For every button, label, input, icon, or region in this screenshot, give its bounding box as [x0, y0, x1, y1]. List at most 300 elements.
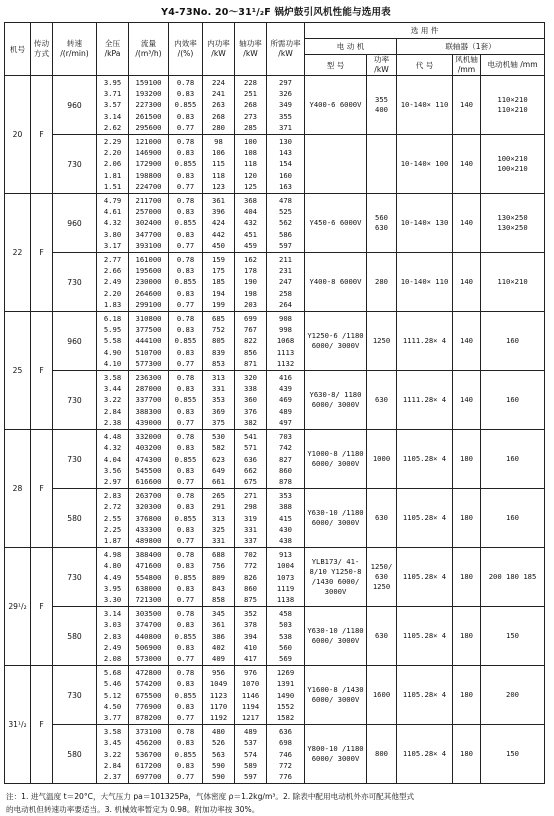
cell-quanya — [97, 76, 129, 135]
cell-neigonglv — [203, 725, 235, 784]
cell-quanya-value: 2.08 — [103, 653, 122, 663]
cell-neixiaolv-value: 0.77 — [176, 122, 195, 132]
cell-zhougonglv-value: 268 — [244, 100, 257, 110]
cell-neixiaolv-value: 0.77 — [176, 240, 195, 250]
cell-neixiaolv-value: 0.78 — [176, 491, 195, 501]
cell-neigonglv-value: 590 — [212, 771, 225, 781]
cell-quanya — [97, 489, 129, 548]
cell-zhougonglv-value: 489 — [244, 727, 257, 737]
cell-quanya-value: 3.56 — [103, 465, 122, 475]
cell-liuliang-value: 697700 — [135, 771, 162, 781]
cell-suoxugonglv-value: 569 — [279, 653, 292, 663]
cell-quanya-value: 2.49 — [103, 642, 122, 652]
table-note — [4, 790, 546, 816]
cell-suoxugonglv-value: 143 — [279, 148, 292, 158]
cell-coupling-code: 10-140× 130 — [397, 194, 453, 253]
cell-zhougonglv-value: 100 — [244, 137, 257, 147]
cell-neigonglv — [203, 666, 235, 725]
table-title: Y4-73No. 20～31¹/₂F 锅炉鼓引风机性能与选用表 — [161, 7, 391, 18]
cell-liuliang-value: 878200 — [135, 712, 162, 722]
cell-liuliang-value: 439000 — [135, 417, 162, 427]
cell-liuliang-value: 388300 — [135, 406, 162, 416]
cell-neixiaolv-value: 0.78 — [176, 137, 195, 147]
cell-neixiaolv-value: 0.77 — [176, 476, 195, 486]
cell-rpm: 580 — [53, 607, 97, 666]
cell-suoxugonglv-value: 1490 — [276, 690, 295, 700]
cell-quanya-value: 1.51 — [103, 181, 122, 191]
cell-liuliang-value: 403200 — [135, 443, 162, 453]
cell-zhougonglv-value: 360 — [244, 395, 257, 405]
cell-suoxugonglv-value: 560 — [279, 642, 292, 652]
cell-motor-shaft: 150 — [481, 607, 545, 666]
cell-neixiaolv-value: 0.78 — [176, 373, 195, 383]
cell-neigonglv-value: 159 — [212, 255, 225, 265]
cell-quanya-value: 4.50 — [103, 701, 122, 711]
cell-suoxugonglv — [267, 135, 305, 194]
cell-quanya-value: 2.20 — [103, 148, 122, 158]
cell-jihao: 25 — [5, 312, 31, 430]
cell-zhougonglv-value: 376 — [244, 406, 257, 416]
cell-quanya-value: 3.45 — [103, 738, 122, 748]
cell-zhougonglv-value: 767 — [244, 325, 257, 335]
cell-liuliang-value: 374700 — [135, 620, 162, 630]
cell-fan-shaft: 140 — [453, 76, 481, 135]
cell-rpm: 730 — [53, 666, 97, 725]
cell-neixiaolv-value: 0.78 — [176, 432, 195, 442]
cell-neigonglv-value: 839 — [212, 347, 225, 357]
cell-motor-shaft: 100×210 100×210 — [481, 135, 545, 194]
cell-liuliang-value: 172900 — [135, 159, 162, 169]
cell-quanya-value: 2.77 — [103, 255, 122, 265]
cell-liuliang-value: 472800 — [135, 668, 162, 678]
cell-neigonglv — [203, 312, 235, 371]
cell-quanya-value: 4.10 — [103, 358, 122, 368]
cell-fan-shaft: 180 — [453, 725, 481, 784]
cell-neixiaolv-value: 0.855 — [174, 513, 197, 523]
cell-liuliang — [129, 548, 169, 607]
cell-motor-shaft: 200 — [481, 666, 545, 725]
cell-zhougonglv — [235, 253, 267, 312]
header-liuliang: 流量 /(m³/h) — [129, 23, 169, 76]
cell-suoxugonglv-value: 489 — [279, 406, 292, 416]
cell-motor-shaft: 110×210 — [481, 253, 545, 312]
cell-neixiaolv-value: 0.83 — [176, 502, 195, 512]
cell-zhougonglv — [235, 312, 267, 371]
cell-liuliang-value: 302400 — [135, 218, 162, 228]
cell-neixiaolv-value: 0.83 — [176, 89, 195, 99]
cell-suoxugonglv-value: 698 — [279, 738, 292, 748]
cell-suoxugonglv-value: 353 — [279, 491, 292, 501]
cell-quanya-value: 3.95 — [103, 583, 122, 593]
cell-liuliang-value: 440800 — [135, 631, 162, 641]
cell-suoxugonglv-value: 130 — [279, 137, 292, 147]
cell-neigonglv — [203, 135, 235, 194]
cell-neixiaolv-value: 0.77 — [176, 417, 195, 427]
cell-quanya-value: 2.55 — [103, 513, 122, 523]
cell-neigonglv-value: 331 — [212, 535, 225, 545]
cell-neigonglv — [203, 430, 235, 489]
cell-zhougonglv-value: 822 — [244, 336, 257, 346]
cell-zhougonglv-value: 875 — [244, 594, 257, 604]
cell-motor-model: Y1600-8 /1430 6000/ 3000V — [305, 666, 367, 725]
cell-neixiaolv-value: 0.83 — [176, 642, 195, 652]
cell-coupling-code: 10-140× 100 — [397, 135, 453, 194]
cell-quanya-value: 3.95 — [103, 78, 122, 87]
cell-motor-power: 800 — [367, 725, 397, 784]
cell-liuliang-value: 573000 — [135, 653, 162, 663]
cell-quanya-value: 5.46 — [103, 679, 122, 689]
cell-suoxugonglv-value: 742 — [279, 443, 292, 453]
cell-zhougonglv-value: 871 — [244, 358, 257, 368]
cell-quanya-value: 2.06 — [103, 159, 122, 169]
cell-suoxugonglv-value: 430 — [279, 524, 292, 534]
performance-table — [4, 22, 545, 784]
cell-motor-power: 1600 — [367, 666, 397, 725]
cell-liuliang — [129, 430, 169, 489]
table-row — [5, 194, 545, 253]
cell-coupling-code: 1105.28× 4 — [397, 607, 453, 666]
cell-jihao: 29¹/₂ — [5, 548, 31, 666]
cell-suoxugonglv-value: 913 — [279, 550, 292, 560]
cell-neigonglv-value: 353 — [212, 395, 225, 405]
cell-neigonglv-value: 1049 — [209, 679, 228, 689]
cell-zhougonglv-value: 432 — [244, 218, 257, 228]
cell-suoxugonglv-value: 439 — [279, 384, 292, 394]
cell-liuliang-value: 506900 — [135, 642, 162, 652]
cell-fan-shaft: 140 — [453, 253, 481, 312]
cell-neixiaolv-value: 0.855 — [174, 454, 197, 464]
cell-liuliang-value: 257000 — [135, 207, 162, 217]
cell-motor-model: Y630-8/ 1180 6000/ 3000V — [305, 371, 367, 430]
cell-zhougonglv-value: 285 — [244, 122, 257, 132]
cell-suoxugonglv-value: 1391 — [276, 679, 295, 689]
cell-liuliang-value: 299100 — [135, 299, 162, 309]
cell-quanya-value: 5.68 — [103, 668, 122, 678]
cell-liuliang-value: 377500 — [135, 325, 162, 335]
cell-quanya-value: 2.83 — [103, 491, 122, 501]
cell-zhougonglv-value: 1194 — [241, 701, 260, 711]
cell-motor-model: Y1250-6 /1180 6000/ 3000V — [305, 312, 367, 371]
cell-neigonglv-value: 590 — [212, 760, 225, 770]
cell-suoxugonglv — [267, 607, 305, 666]
cell-motor-model: Y630-10 /1180 6000/ 3000V — [305, 607, 367, 666]
cell-neixiaolv-value: 0.83 — [176, 406, 195, 416]
header-diandongjizhou: 电动机轴 /mm — [481, 55, 545, 76]
cell-neixiaolv-value: 0.77 — [176, 594, 195, 604]
cell-jihao: 22 — [5, 194, 31, 312]
cell-zhougonglv-value: 826 — [244, 572, 257, 582]
cell-quanya-value: 2.66 — [103, 266, 122, 276]
cell-motor-shaft: 150 — [481, 725, 545, 784]
cell-coupling-code: 1105.28× 4 — [397, 666, 453, 725]
cell-quanya-value: 3.77 — [103, 712, 122, 722]
cell-fan-shaft: 180 — [453, 666, 481, 725]
cell-liuliang-value: 261500 — [135, 111, 162, 121]
cell-suoxugonglv — [267, 666, 305, 725]
header-xuanyongjian: 选 用 件 — [305, 23, 545, 39]
cell-neixiaolv-value: 0.83 — [176, 524, 195, 534]
cell-neigonglv-value: 313 — [212, 373, 225, 383]
cell-neigonglv-value: 268 — [212, 111, 225, 121]
cell-liuliang — [129, 666, 169, 725]
cell-quanya-value: 3.57 — [103, 100, 122, 110]
header-quanya: 全压 /kPa — [97, 23, 129, 76]
cell-neigonglv-value: 805 — [212, 336, 225, 346]
cell-neixiaolv-value: 0.77 — [176, 653, 195, 663]
table-row — [5, 548, 545, 607]
cell-quanya-value: 3.14 — [103, 111, 122, 121]
cell-fan-shaft: 140 — [453, 312, 481, 371]
cell-liuliang-value: 616600 — [135, 476, 162, 486]
cell-liuliang-value: 617200 — [135, 760, 162, 770]
cell-motor-shaft: 160 — [481, 430, 545, 489]
cell-quanya — [97, 725, 129, 784]
cell-suoxugonglv — [267, 194, 305, 253]
cell-liuliang-value: 536700 — [135, 749, 162, 759]
cell-coupling-code: 10-140× 110 — [397, 253, 453, 312]
cell-liuliang-value: 310800 — [135, 314, 162, 324]
cell-neigonglv-value: 530 — [212, 432, 225, 442]
cell-motor-shaft: 200 180 185 — [481, 548, 545, 607]
cell-liuliang-value: 236300 — [135, 373, 162, 383]
cell-liuliang-value: 193200 — [135, 89, 162, 99]
cell-neigonglv-value: 752 — [212, 325, 225, 335]
cell-zhougonglv-value: 251 — [244, 89, 257, 99]
cell-neigonglv-value: 115 — [212, 159, 225, 169]
cell-quanya — [97, 253, 129, 312]
cell-zhougonglv-value: 378 — [244, 620, 257, 630]
cell-liuliang — [129, 607, 169, 666]
cell-zhougonglv-value: 702 — [244, 550, 257, 560]
cell-neigonglv-value: 1170 — [209, 701, 228, 711]
cell-quanya-value: 4.32 — [103, 218, 122, 228]
cell-quanya-value: 2.49 — [103, 277, 122, 287]
cell-jihao: 28 — [5, 430, 31, 548]
cell-liuliang-value: 337700 — [135, 395, 162, 405]
header-gonglv: 功率 /kW — [367, 55, 397, 76]
cell-quanya-value: 5.12 — [103, 690, 122, 700]
cell-liuliang-value: 320300 — [135, 502, 162, 512]
cell-fan-shaft: 180 — [453, 548, 481, 607]
cell-liuliang-value: 545500 — [135, 465, 162, 475]
cell-suoxugonglv-value: 776 — [279, 771, 292, 781]
cell-suoxugonglv-value: 297 — [279, 78, 292, 87]
cell-neigonglv — [203, 489, 235, 548]
cell-neigonglv-value: 1192 — [209, 712, 228, 722]
cell-suoxugonglv-value: 1138 — [276, 594, 295, 604]
cell-quanya-value: 3.17 — [103, 240, 122, 250]
cell-quanya-value: 1.83 — [103, 299, 122, 309]
cell-neixiaolv — [169, 430, 203, 489]
cell-neixiaolv-value: 0.78 — [176, 255, 195, 265]
cell-neixiaolv-value: 0.77 — [176, 358, 195, 368]
cell-quanya-value: 3.30 — [103, 594, 122, 604]
cell-zhougonglv-value: 198 — [244, 288, 257, 298]
cell-neixiaolv-value: 0.83 — [176, 561, 195, 571]
cell-suoxugonglv — [267, 253, 305, 312]
cell-neigonglv-value: 956 — [212, 668, 225, 678]
cell-liuliang-value: 263700 — [135, 491, 162, 501]
cell-quanya — [97, 607, 129, 666]
cell-quanya-value: 4.32 — [103, 443, 122, 453]
cell-neixiaolv — [169, 489, 203, 548]
cell-neigonglv-value: 480 — [212, 727, 225, 737]
cell-neixiaolv — [169, 253, 203, 312]
cell-neixiaolv — [169, 666, 203, 725]
cell-suoxugonglv-value: 371 — [279, 122, 292, 132]
cell-liuliang-value: 198800 — [135, 170, 162, 180]
cell-zhougonglv — [235, 725, 267, 784]
cell-neigonglv-value: 843 — [212, 583, 225, 593]
cell-neixiaolv — [169, 607, 203, 666]
cell-neigonglv-value: 175 — [212, 266, 225, 276]
cell-quanya-value: 4.90 — [103, 347, 122, 357]
table-row — [5, 725, 545, 784]
cell-zhougonglv-value: 1146 — [241, 690, 260, 700]
cell-chuandong: F — [31, 76, 53, 194]
cell-liuliang — [129, 312, 169, 371]
cell-suoxugonglv-value: 908 — [279, 314, 292, 324]
cell-zhougonglv-value: 337 — [244, 535, 257, 545]
cell-quanya-value: 3.22 — [103, 749, 122, 759]
cell-motor-shaft: 160 — [481, 489, 545, 548]
cell-neixiaolv-value: 0.77 — [176, 712, 195, 722]
cell-zhougonglv-value: 636 — [244, 454, 257, 464]
cell-liuliang-value: 433300 — [135, 524, 162, 534]
cell-zhougonglv-value: 976 — [244, 668, 257, 678]
cell-zhougonglv-value: 537 — [244, 738, 257, 748]
cell-motor-model: Y450-6 6000V — [305, 194, 367, 253]
cell-suoxugonglv — [267, 548, 305, 607]
cell-zhougonglv — [235, 76, 267, 135]
cell-neixiaolv-value: 0.78 — [176, 668, 195, 678]
cell-zhougonglv-value: 271 — [244, 491, 257, 501]
cell-neixiaolv-value: 0.83 — [176, 465, 195, 475]
table-row — [5, 312, 545, 371]
cell-neigonglv-value: 106 — [212, 148, 225, 158]
cell-zhougonglv-value: 320 — [244, 373, 257, 383]
table-row — [5, 666, 545, 725]
header-jihao: 机号 — [5, 23, 31, 76]
cell-liuliang-value: 471600 — [135, 561, 162, 571]
cell-zhougonglv-value: 574 — [244, 749, 257, 759]
cell-suoxugonglv-value: 860 — [279, 465, 292, 475]
cell-neigonglv-value: 396 — [212, 207, 225, 217]
cell-zhougonglv-value: 319 — [244, 513, 257, 523]
cell-coupling-code: 1111.28× 4 — [397, 371, 453, 430]
cell-liuliang-value: 376800 — [135, 513, 162, 523]
cell-zhougonglv-value: 541 — [244, 432, 257, 442]
cell-liuliang-value: 161000 — [135, 255, 162, 265]
cell-motor-model: Y1000-8 /1180 6000/ 3000V — [305, 430, 367, 489]
table-row — [5, 489, 545, 548]
cell-neixiaolv — [169, 548, 203, 607]
cell-neixiaolv — [169, 312, 203, 371]
cell-liuliang-value: 224700 — [135, 181, 162, 191]
cell-neixiaolv-value: 0.78 — [176, 727, 195, 737]
cell-neixiaolv-value: 0.83 — [176, 384, 195, 394]
cell-quanya-value: 3.58 — [103, 727, 122, 737]
cell-neixiaolv-value: 0.855 — [174, 572, 197, 582]
cell-zhougonglv — [235, 430, 267, 489]
cell-liuliang-value: 577300 — [135, 358, 162, 368]
cell-liuliang — [129, 76, 169, 135]
cell-coupling-code: 10-140× 110 — [397, 76, 453, 135]
cell-quanya-value: 4.80 — [103, 561, 122, 571]
cell-neigonglv — [203, 548, 235, 607]
cell-quanya-value: 3.14 — [103, 609, 122, 619]
cell-liuliang-value: 230000 — [135, 277, 162, 287]
cell-liuliang-value: 211700 — [135, 196, 162, 206]
cell-quanya-value: 3.80 — [103, 229, 122, 239]
note-line-2: 的电动机但转速功率要适当。3. 机械效率暂定为 0.98。附加功率按 30%。 — [6, 805, 260, 815]
cell-zhougonglv-value: 190 — [244, 277, 257, 287]
cell-quanya-value: 2.72 — [103, 502, 122, 512]
cell-neixiaolv-value: 0.855 — [174, 100, 197, 110]
cell-neixiaolv-value: 0.83 — [176, 148, 195, 158]
cell-quanya-value: 2.84 — [103, 406, 122, 416]
cell-neigonglv-value: 649 — [212, 465, 225, 475]
cell-zhougonglv-value: 178 — [244, 266, 257, 276]
cell-fan-shaft: 140 — [453, 135, 481, 194]
cell-quanya-value: 6.18 — [103, 314, 122, 324]
cell-motor-model: YLB173/ 41-8/10 Y1250-8 /1430 6000/ 3000V — [305, 548, 367, 607]
cell-quanya-value: 1.87 — [103, 535, 122, 545]
cell-zhougonglv-value: 451 — [244, 229, 257, 239]
cell-zhougonglv-value: 1070 — [241, 679, 260, 689]
cell-neixiaolv — [169, 725, 203, 784]
cell-quanya — [97, 135, 129, 194]
cell-zhougonglv-value: 331 — [244, 524, 257, 534]
cell-quanya-value: 3.44 — [103, 384, 122, 394]
cell-neixiaolv-value: 0.855 — [174, 749, 197, 759]
cell-zhougonglv-value: 338 — [244, 384, 257, 394]
cell-liuliang-value: 444100 — [135, 336, 162, 346]
cell-quanya-value: 4.98 — [103, 550, 122, 560]
cell-suoxugonglv-value: 415 — [279, 513, 292, 523]
cell-neigonglv-value: 325 — [212, 524, 225, 534]
cell-zhougonglv-value: 298 — [244, 502, 257, 512]
table-row — [5, 430, 545, 489]
cell-zhougonglv-value: 1217 — [241, 712, 260, 722]
cell-quanya-value: 2.84 — [103, 760, 122, 770]
note-line-1: 注：1. 进气温度 t＝20°C，大气压力 pa＝101325Pa，气体密度 ρ＝1.2kg/m³。2. 除表中配用电动机外亦可配其他型式 — [6, 792, 415, 802]
cell-zhougonglv-value: 459 — [244, 240, 257, 250]
cell-quanya-value: 3.71 — [103, 89, 122, 99]
cell-liuliang-value: 121000 — [135, 137, 162, 147]
cell-zhougonglv-value: 856 — [244, 347, 257, 357]
cell-suoxugonglv — [267, 489, 305, 548]
cell-liuliang-value: 347700 — [135, 229, 162, 239]
cell-neigonglv-value: 582 — [212, 443, 225, 453]
cell-neigonglv-value: 756 — [212, 561, 225, 571]
cell-neixiaolv — [169, 194, 203, 253]
cell-chuandong: F — [31, 312, 53, 430]
cell-liuliang-value: 146900 — [135, 148, 162, 158]
cell-suoxugonglv — [267, 76, 305, 135]
cell-zhougonglv — [235, 607, 267, 666]
cell-liuliang — [129, 489, 169, 548]
cell-neixiaolv-value: 0.78 — [176, 609, 195, 619]
cell-zhougonglv — [235, 666, 267, 725]
cell-zhougonglv — [235, 548, 267, 607]
header-zhuansu: 转速 /(r/min) — [53, 23, 97, 76]
cell-liuliang-value: 574200 — [135, 679, 162, 689]
cell-neigonglv-value: 450 — [212, 240, 225, 250]
cell-zhougonglv-value: 273 — [244, 111, 257, 121]
cell-neigonglv-value: 623 — [212, 454, 225, 464]
cell-liuliang-value: 388400 — [135, 550, 162, 560]
